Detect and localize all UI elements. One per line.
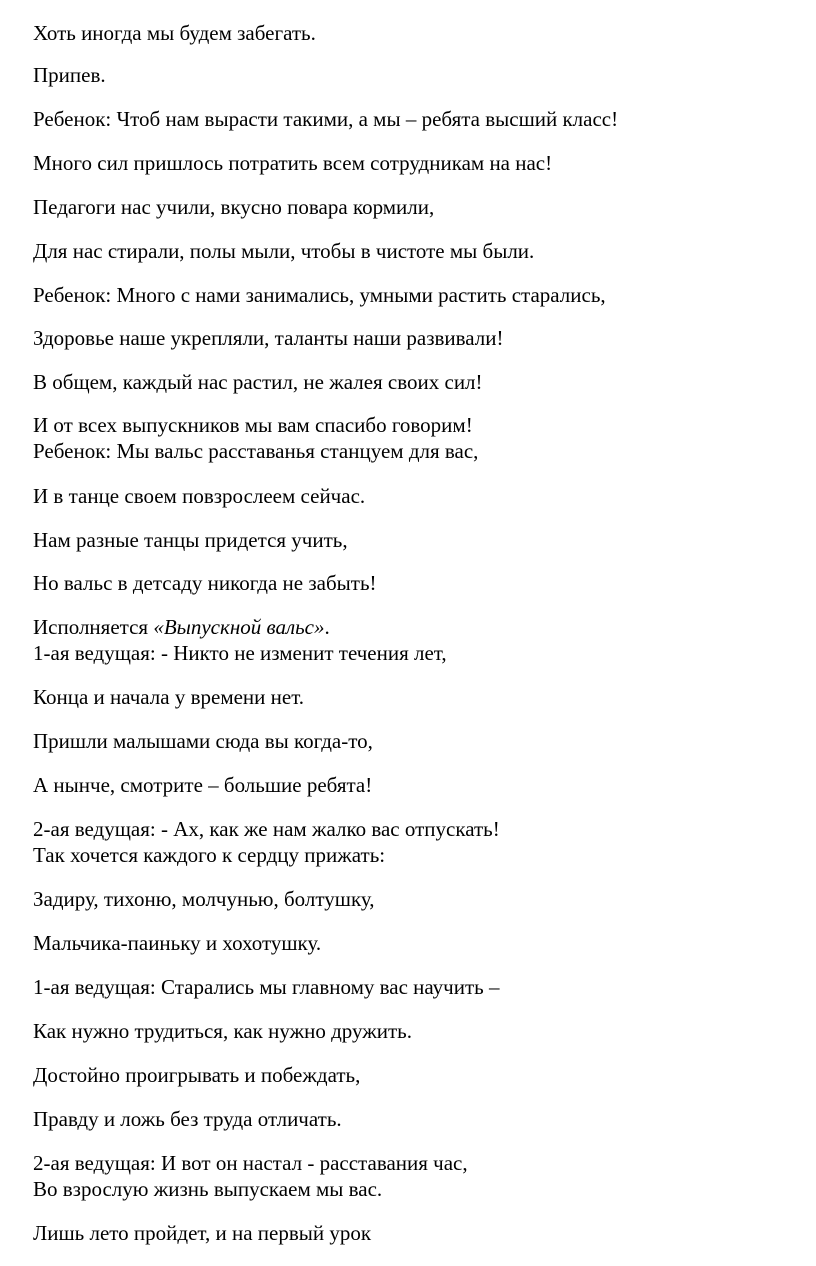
- text-line: Но вальс в детсаду никогда не забыть!: [33, 571, 377, 595]
- text-line: 1-ая ведущая: Старались мы главному вас научить –: [33, 975, 500, 999]
- text-line: Во взрослую жизнь выпускаем мы вас.: [33, 1177, 383, 1201]
- text-line: Правду и ложь без труда отличать.: [33, 1107, 342, 1131]
- text-line: Конца и начала у времени нет.: [33, 685, 305, 709]
- text-line: [33, 614, 330, 640]
- text-line: И в танце своем повзрослеем сейчас.: [33, 484, 366, 508]
- text-line: Припев.: [33, 63, 106, 87]
- text-line: Нам разные танцы придется учить,: [33, 528, 348, 552]
- text-segment: Исполняется: [33, 615, 154, 639]
- text-line: Ребенок: Чтоб нам вырасти такими, а мы – ребята высший класс!: [33, 107, 619, 131]
- text-line: Педагоги нас учили, вкусно повара кормили,: [33, 195, 435, 219]
- text-line: 1-ая ведущая: - Никто не изменит течения лет,: [33, 641, 447, 665]
- text-line: Мальчика-паиньку и хохотушку.: [33, 931, 322, 955]
- text-line: Лишь лето пройдет, и на первый урок: [33, 1221, 372, 1245]
- text-line: Как нужно трудиться, как нужно дружить.: [33, 1019, 412, 1043]
- text-line: Ребенок: Много с нами занимались, умными растить старались,: [33, 283, 606, 307]
- text-line: Для нас стирали, полы мыли, чтобы в чистоте мы были.: [33, 239, 535, 263]
- text-line: Ребенок: Мы вальс расставанья станцуем для вас,: [33, 439, 479, 463]
- text-line: И от всех выпускников мы вам спасибо говорим!: [33, 413, 473, 437]
- italic-title: «Выпускной вальс»: [153, 615, 325, 639]
- text-line: Хоть иногда мы будем забегать.: [33, 21, 316, 45]
- text-line: Пришли малышами сюда вы когда-то,: [33, 729, 373, 753]
- text-line: А нынче, смотрите – большие ребята!: [33, 773, 373, 797]
- text-line: Задиру, тихоню, молчунью, болтушку,: [33, 887, 375, 911]
- text-line: Достойно проигрывать и побеждать,: [33, 1063, 361, 1087]
- text-segment: .: [324, 615, 330, 639]
- text-line: 2-ая ведущая: - Ах, как же нам жалко вас отпускать!: [33, 817, 500, 841]
- text-line: В общем, каждый нас растил, не жалея своих сил!: [33, 370, 483, 394]
- text-line: Здоровье наше укрепляли, таланты наши развивали!: [33, 326, 504, 350]
- text-line: Много сил пришлось потратить всем сотрудникам на нас!: [33, 151, 553, 175]
- text-line: 2-ая ведущая: И вот он настал - расставания час,: [33, 1151, 468, 1175]
- text-line: Так хочется каждого к сердцу прижать:: [33, 843, 386, 867]
